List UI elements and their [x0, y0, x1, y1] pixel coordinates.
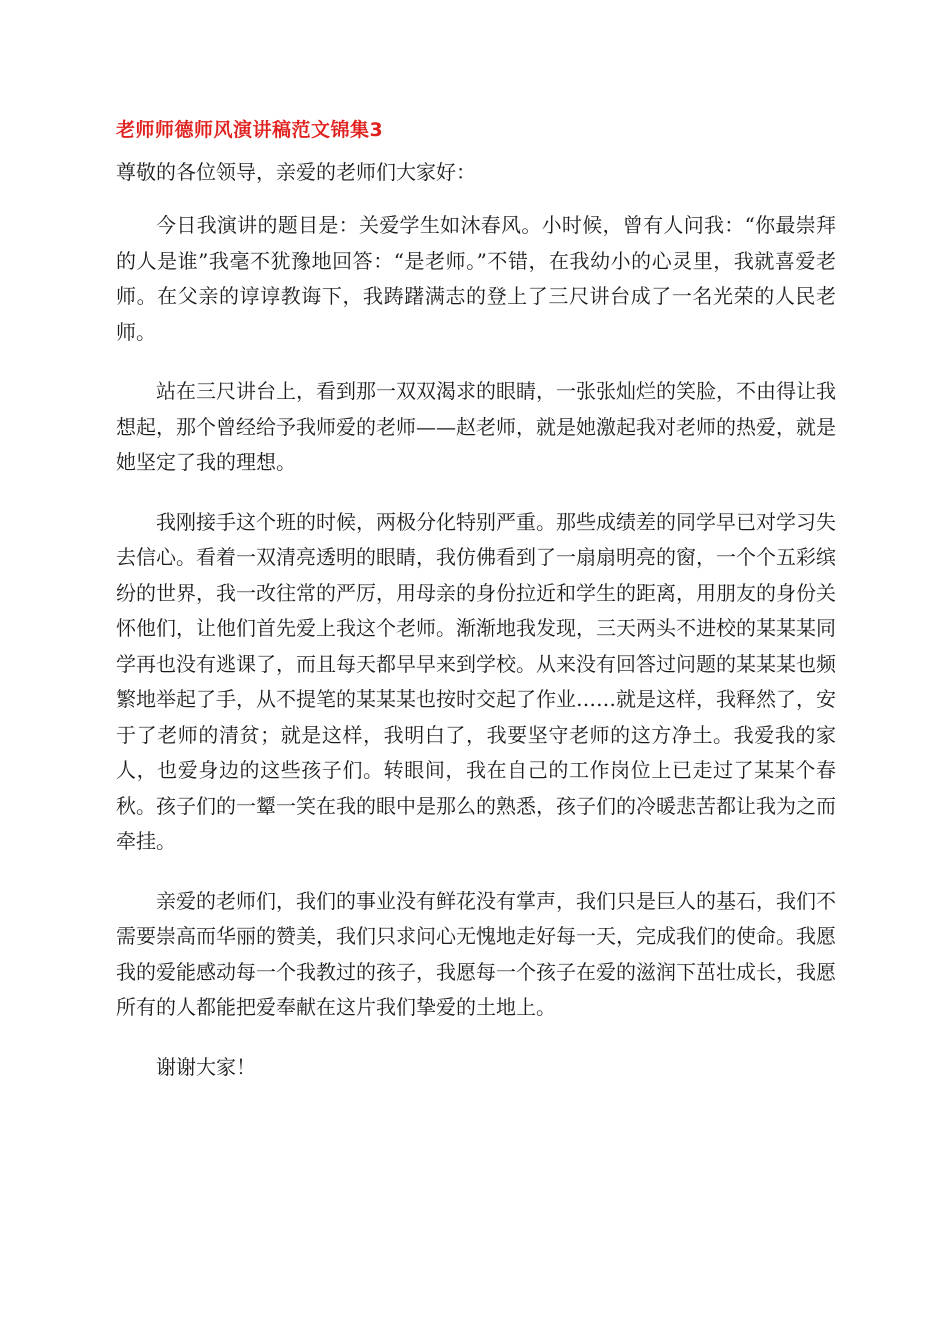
document-title: 老师师德师风演讲稿范文锦集3	[116, 119, 384, 141]
paragraph-4: 亲爱的老师们，我们的事业没有鲜花没有掌声，我们只是巨人的基石，我们不需要崇高而华丽的赞美，我们只求问心无愧地走好每一天，完成我们的使命。我愿我的爱能感动每一个我教过的孩子，我愿每一个孩子在爱的滋润下茁壮成长，我愿所有的人都能把爱奉献在这片我们挚爱的土地上。	[116, 888, 836, 1019]
document-body	[116, 116, 836, 1085]
closing-line: 谢谢大家！	[156, 1054, 256, 1079]
paragraph-1: 今日我演讲的题目是：关爱学生如沐春风。小时候，曾有人问我：“你最崇拜的人是谁”我毫不犹豫地回答：“是老师。”不错，在我幼小的心灵里，我就喜爱老师。在父亲的谆谆教诲下，我踌躇满志的登上了三尺讲台成了一名光荣的人民老师。	[116, 213, 836, 344]
paragraph-3: 我刚接手这个班的时候，两极分化特别严重。那些成绩差的同学早已对学习失去信心。看着一双清亮透明的眼睛，我仿佛看到了一扇扇明亮的窗，一个个五彩缤纷的世界，我一改往常的严厉，用母亲的身份拉近和学生的距离，用朋友的身份关怀他们，让他们首先爱上我这个老师。渐渐地我发现，三天两头不进校的某某某同学再也没有逃课了，而且每天都早早来到学校。从来没有回答过问题的某某某也频繁地举起了手，从不提笔的某某某也按时交起了作业……就是这样，我释然了，安于了老师的清贫；就是这样，我明白了，我要坚守老师的这方净土。我爱我的家人，也爱身边的这些孩子们。转眼间，我在自己的工作岗位上已走过了某某个春秋。孩子们的一颦一笑在我的眼中是那么的熟悉，孩子们的冷暖悲苦都让我为之而牵挂。	[116, 509, 836, 853]
paragraph-2: 站在三尺讲台上，看到那一双双渴求的眼睛，一张张灿烂的笑脸，不由得让我想起，那个曾经给予我师爱的老师——赵老师，就是她激起我对老师的热爱，就是她坚定了我的理想。	[116, 379, 836, 474]
salutation: 尊敬的各位领导，亲爱的老师们大家好：	[116, 160, 476, 184]
